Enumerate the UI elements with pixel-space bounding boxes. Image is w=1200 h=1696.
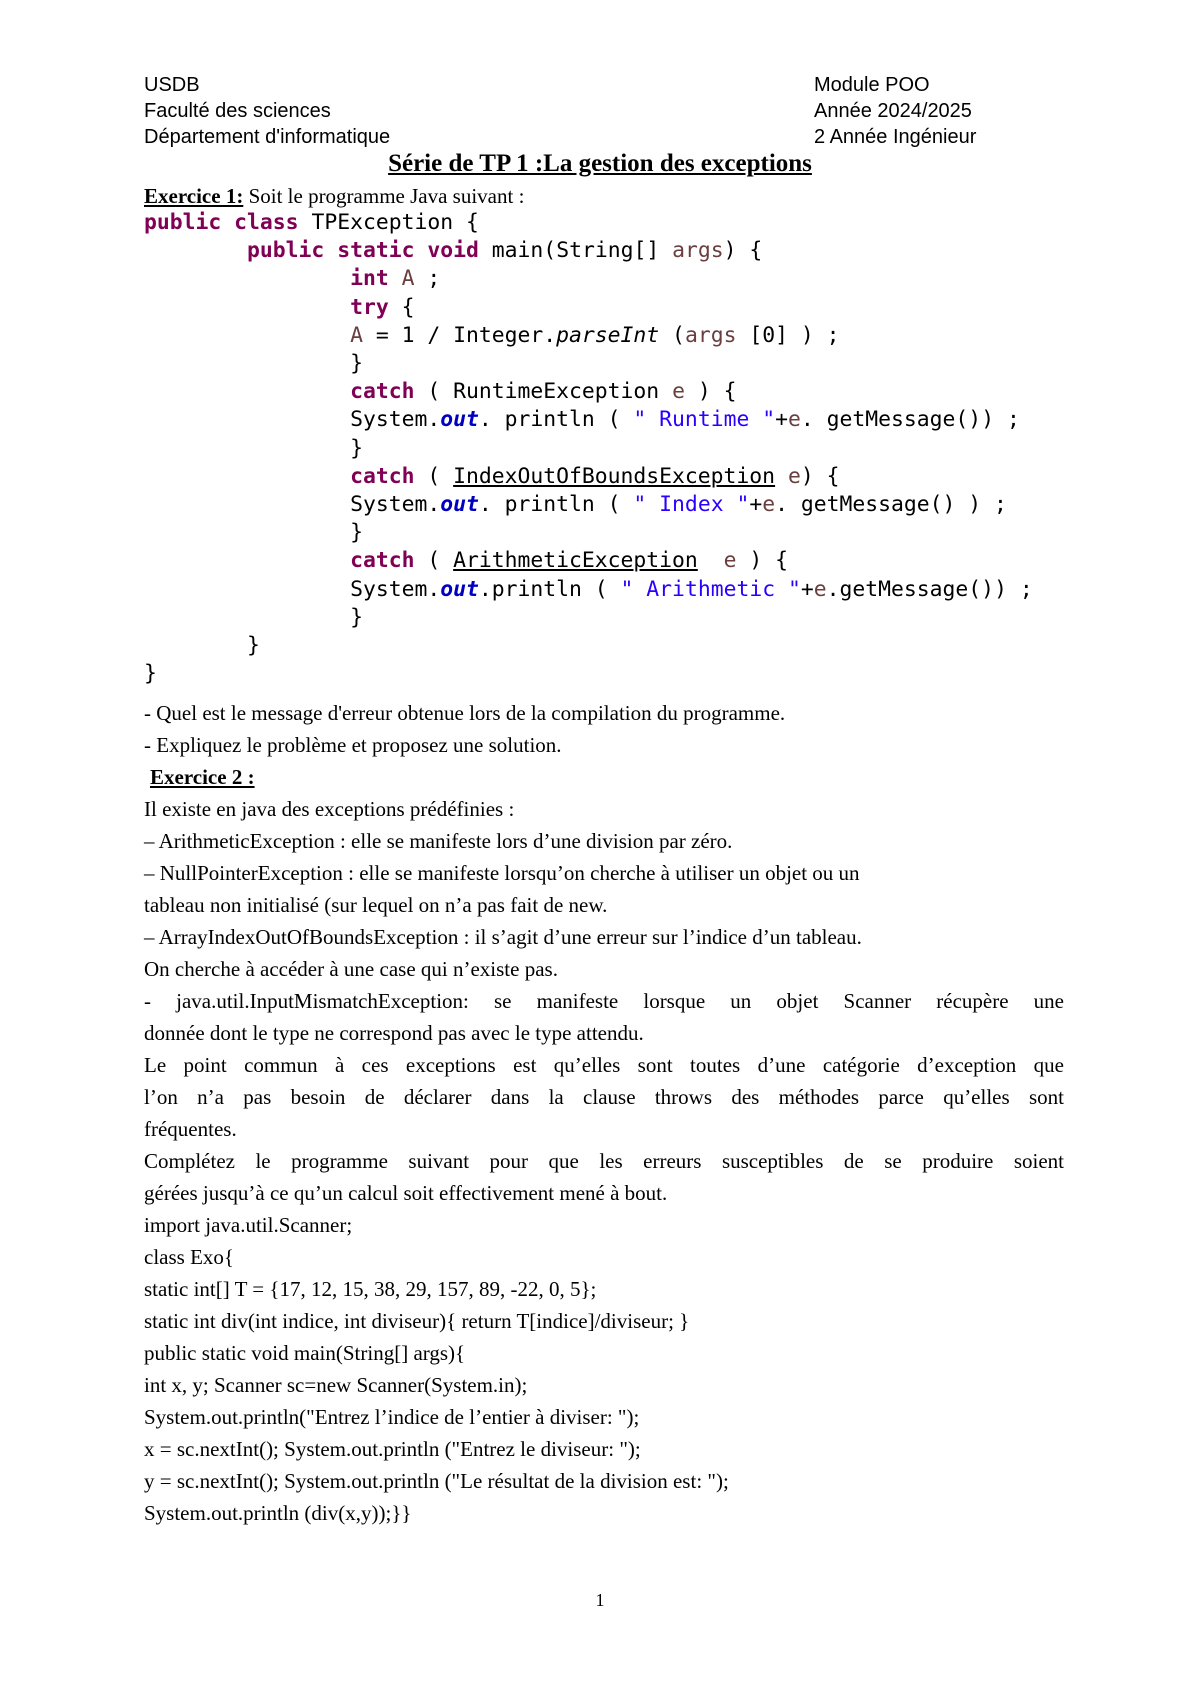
header-right [814, 72, 976, 150]
ex2-line: Complétez le programme suivant pour que les erreurs susceptibles de se produire soient [144, 1149, 1064, 1173]
header-module: Module POO [814, 74, 930, 96]
ex2-line: - java.util.InputMismatchException: se manifeste lorsque un objet Scanner récupère une [144, 989, 1064, 1013]
header-department: Département d'informatique [144, 126, 391, 148]
ex2-code-line: y = sc.nextInt(); System.out.println ("Le résultat de la division est: "); [144, 1469, 729, 1493]
header-faculty: Faculté des sciences [144, 100, 331, 122]
ex2-line: fréquentes. [144, 1117, 237, 1141]
ex2-code-line: class Exo{ [144, 1245, 234, 1269]
body-text [144, 697, 1064, 1529]
ex2-code-line: System.out.println (div(x,y));}} [144, 1501, 412, 1525]
header-year: Année 2024/2025 [814, 100, 972, 122]
page-number: 1 [595, 1590, 605, 1610]
ex2-code-line: System.out.println("Entrez l’indice de l’entier à diviser: "); [144, 1405, 640, 1429]
header-university: USDB [144, 74, 200, 96]
ex2-code-line: int x, y; Scanner sc=new Scanner(System.in); [144, 1373, 528, 1397]
question-2: - Expliquez le problème et proposez une solution. [144, 733, 562, 757]
ex2-code-line: public static void main(String[] args){ [144, 1341, 466, 1365]
header-left [144, 72, 390, 150]
ex2-line: gérées jusqu’à ce qu’un calcul soit effectivement mené à bout. [144, 1181, 668, 1205]
ex2-line: – ArithmeticException : elle se manifeste lors d’une division par zéro. [144, 829, 733, 853]
exercise2-label: Exercice 2 : [150, 765, 255, 789]
ex2-line: l’on n’a pas besoin de déclarer dans la clause throws des méthodes parce qu’elles sont [144, 1085, 1064, 1109]
ex2-code-line: x = sc.nextInt(); System.out.println ("Entrez le diviseur: "); [144, 1437, 641, 1461]
exercise1-heading [144, 184, 524, 209]
document-title: Série de TP 1 :La gestion des exceptions [388, 150, 812, 177]
ex2-line: Il existe en java des exceptions prédéfinies : [144, 797, 515, 821]
ex2-line: tableau non initialisé (sur lequel on n’a pas fait de new. [144, 893, 608, 917]
ex2-code-line: static int div(int indice, int diviseur){ return T[indice]/diviseur; } [144, 1309, 690, 1333]
exercise1-label: Exercice 1: [144, 184, 244, 208]
ex2-code-line: import java.util.Scanner; [144, 1213, 353, 1237]
ex2-line: Le point commun à ces exceptions est qu’elles sont toutes d’une catégorie d’exception que [144, 1053, 1064, 1077]
question-1: - Quel est le message d'erreur obtenue lors de la compilation du programme. [144, 701, 786, 725]
exercise1-intro: Soit le programme Java suivant : [243, 184, 525, 208]
java-code-block: public class TPException { public static void main(String[] args) { int A ; try { A = 1 / Integer.parseInt (args [0] ) ; } catch ( RuntimeException e ) { System.out. println ( " Runtime "+e. getMessage()) ; } catch ( IndexOutOfBoundsException e) { System.out. println ( " Index "+e. getMessage() ) ; } catch ( ArithmeticException e ) { System.out.println ( " Arithmetic "+e.getMessage()) ; } } } [144, 210, 1033, 687]
ex2-line: donnée dont le type ne correspond pas avec le type attendu. [144, 1021, 644, 1045]
ex2-line: – ArrayIndexOutOfBoundsException : il s’agit d’une erreur sur l’indice d’un tableau. [144, 925, 862, 949]
header-level: 2 Année Ingénieur [814, 126, 977, 148]
ex2-line: On cherche à accéder à une case qui n’existe pas. [144, 957, 558, 981]
ex2-line: – NullPointerException : elle se manifeste lorsqu’on cherche à utiliser un objet ou un [144, 861, 860, 885]
ex2-code-line: static int[] T = {17, 12, 15, 38, 29, 157, 89, -22, 0, 5}; [144, 1277, 597, 1301]
